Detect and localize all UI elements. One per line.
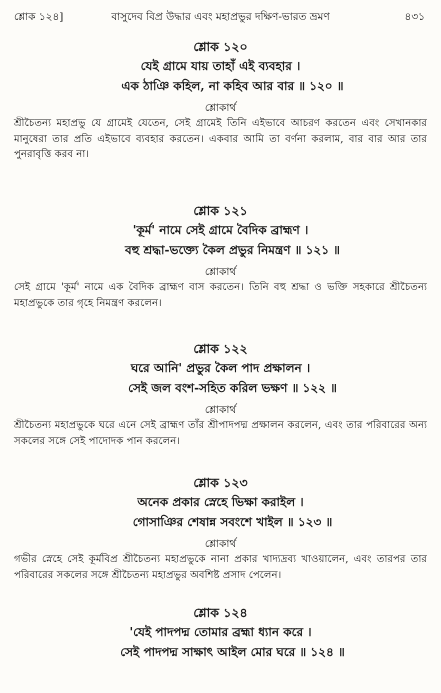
verse-line-2: সেই পাদপদ্ম সাক্ষাৎ আইল মোর ঘরে ॥ ১২৪ ॥ [120,645,345,659]
header-verse-ref: শ্লোক ১২৪] [14,11,64,23]
translation-text: সেই গ্রামে 'কূর্ম' নামে এক বৈদিক ব্রাহ্মণ বাস করতেন। তিনি বহু শ্রদ্ধা ও ভক্তি সহকারে শ্রীচৈতন্য মহাপ্রভুকে তার গৃহে নিমন্ত্রণ করলেন। [14,282,427,309]
verse-line-1: যেই গ্রামে যায় তাহাঁ এই ব্যবহার । [140,59,301,73]
sloka-heading: শ্লোক ১২০ [193,39,248,54]
verse-line-2: গোসাঞির শেষান্ন সবংশে খাইল ॥ ১২৩ ॥ [132,515,333,529]
running-header [14,10,427,28]
sloka-heading: শ্লোক ১২৪ [193,605,248,620]
verse-line-2: সেই জল বংশ-সহিত করিল ভক্ষণ ॥ ১২২ ॥ [128,381,337,395]
verse-line-1: 'কূর্ম' নামে সেই গ্রামে বৈদিক ব্রাহ্মণ । [132,223,309,237]
sloka-124 [14,604,427,662]
verse-line-1: অনেক প্রকার স্নেহে ভিক্ষা করাইল । [137,495,304,509]
translation-heading: শ্লোকার্থ [204,266,237,278]
sloka-heading: শ্লোক ১২৩ [193,475,248,490]
page-number: ৪৩১ [404,11,425,23]
translation-text: শ্রীচৈতন্য মহাপ্রভু যে গ্রামেই যেতেন, সেই গ্রামেই তিনি এইভাবে আচরণ করতেন এবং সেখানকার মানুষেরা তার প্রতি এইভাবে ব্যবহার করতেন। একবার আমি তা বর্ণনা করলাম, বার বার আর তার পুনরাবৃত্তি করব না। [14,118,427,160]
header-chapter-title: বাসুদেব বিপ্র উদ্ধার এবং মহাপ্রভুর দক্ষিণ-ভারত ভ্রমণ [111,11,330,23]
translation-text: গভীর স্নেহে সেই কূর্মবিপ্র শ্রীচৈতন্য মহাপ্রভুকে নানা প্রকার খাদ্যদ্রব্য খাওয়ালেন, এবং তারপর তার পরিবারের সকলের সঙ্গে শ্রীচৈতন্য মহাপ্রভুর অবশিষ্ট প্রসাদ পেলেন। [14,554,427,581]
sloka-120 [14,38,427,163]
sloka-heading: শ্লোক ১২১ [193,203,248,218]
sloka-123 [14,474,427,583]
translation-heading: শ্লোকার্থ [204,404,237,416]
verse-line-2: বহু শ্রদ্ধা-ভক্ত্যে কৈল প্রভুর নিমন্ত্রণ ॥ ১২১ ॥ [125,243,340,257]
sloka-121 [14,202,427,311]
translation-text: শ্রীচৈতন্য মহাপ্রভুকে ঘরে এনে সেই ব্রাহ্মণ তাঁর শ্রীপাদপদ্ম প্রক্ষালন করলেন, এবং তার পরিবারের অন্য সকলের সঙ্গে সেই পাদোদক পান করলেন। [14,420,427,447]
sloka-heading: শ্লোক ১২২ [193,341,248,356]
verse-line-1: 'যেই পাদপদ্ম তোমার ব্রহ্মা ধ্যান করে । [129,625,312,639]
translation-heading: শ্লোকার্থ [204,102,237,114]
sloka-122 [14,340,427,449]
translation-heading: শ্লোকার্থ [204,538,237,550]
verse-line-1: ঘরে আনি' প্রভুর কৈল পাদ প্রক্ষালন । [130,361,311,375]
verse-line-2: এক ঠাঞি কহিল, না কহিব আর বার ॥ ১২০ ॥ [121,79,344,93]
